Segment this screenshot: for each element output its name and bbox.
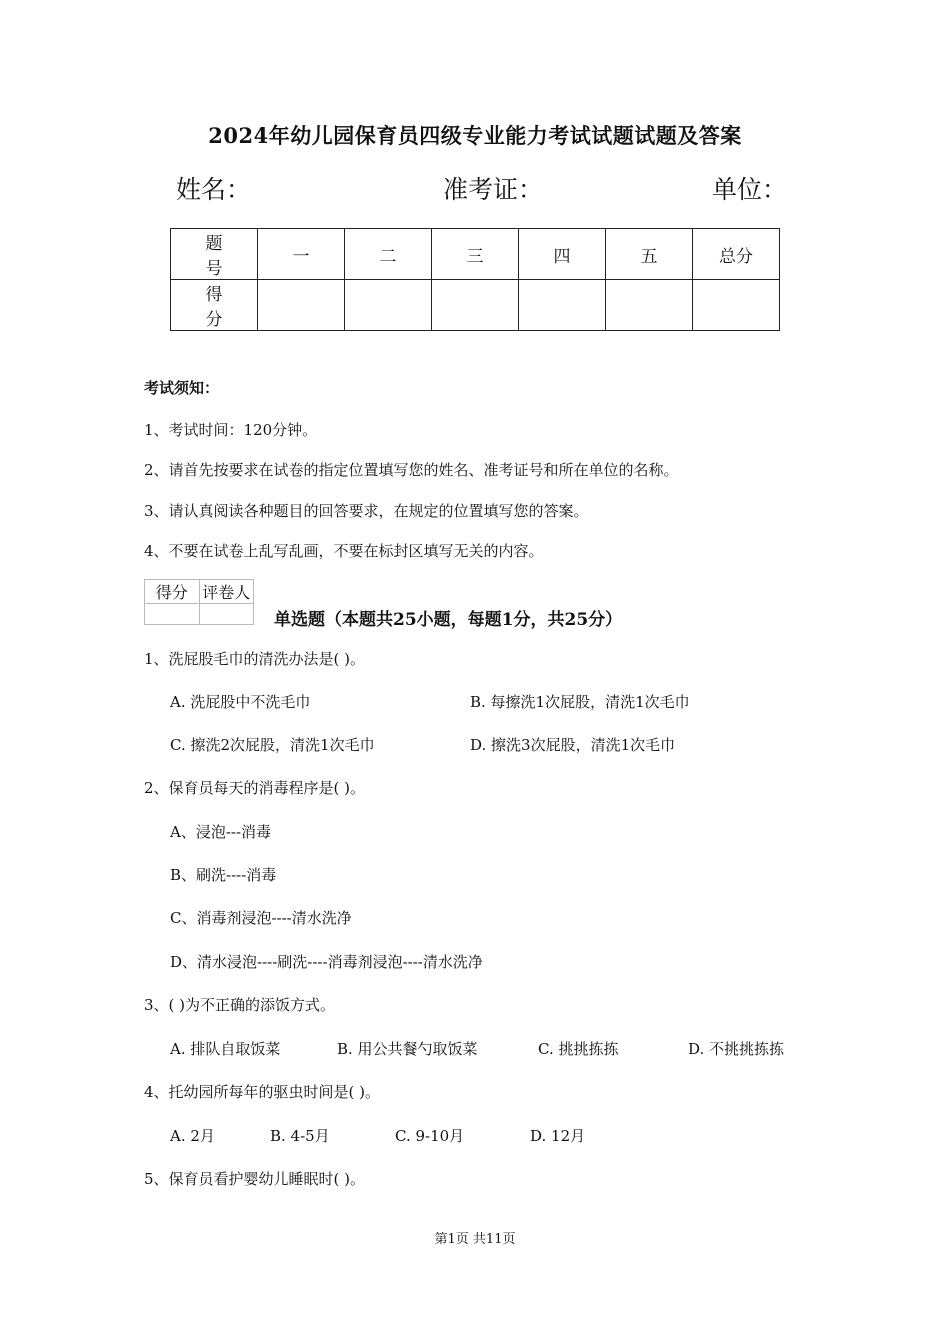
score-table-col-total: 总分 bbox=[693, 229, 780, 280]
question-2-option-d[interactable]: D、清水浸泡----刷洗----消毒剂浸泡----清水洗净 bbox=[170, 953, 483, 971]
grader-box-score-cell[interactable] bbox=[145, 604, 200, 625]
question-1: 1、洗屁股毛巾的清洗办法是( )。 bbox=[144, 650, 366, 668]
score-cell-2[interactable] bbox=[345, 280, 432, 331]
page-footer: 第1页 共11页 bbox=[434, 1232, 516, 1247]
score-table-header-row bbox=[171, 229, 780, 280]
question-2-option-c[interactable]: C、消毒剂浸泡----清水洗净 bbox=[170, 909, 352, 927]
score-cell-1[interactable] bbox=[258, 280, 345, 331]
question-2: 2、保育员每天的消毒程序是( )。 bbox=[144, 779, 366, 797]
score-table-col-3: 三 bbox=[432, 229, 519, 280]
unit-field-label: 单位： bbox=[712, 175, 788, 204]
question-4-option-c[interactable]: C. 9-10月 bbox=[395, 1127, 465, 1145]
question-5: 5、保育员看护婴幼儿睡眠时( )。 bbox=[144, 1170, 366, 1188]
grader-box bbox=[144, 579, 254, 625]
question-4-option-b[interactable]: B. 4-5月 bbox=[270, 1127, 330, 1145]
grader-box-score-label: 得分 bbox=[145, 580, 200, 604]
score-cell-4[interactable] bbox=[519, 280, 606, 331]
notice-item: 4、不要在试卷上乱写乱画，不要在标封区填写无关的内容。 bbox=[144, 542, 544, 560]
exam-number-field-label: 准考证： bbox=[443, 175, 544, 204]
question-3-option-b[interactable]: B. 用公共餐勺取饭菜 bbox=[337, 1040, 478, 1058]
question-1-option-a[interactable]: A. 洗屁股中不洗毛巾 bbox=[170, 693, 311, 711]
question-4: 4、托幼园所每年的驱虫时间是( )。 bbox=[144, 1083, 381, 1101]
notice-item: 3、请认真阅读各种题目的回答要求，在规定的位置填写您的答案。 bbox=[144, 502, 589, 520]
question-2-option-a[interactable]: A、浸泡---消毒 bbox=[170, 823, 272, 841]
score-cell-5[interactable] bbox=[606, 280, 693, 331]
document-title: 2024年幼儿园保育员四级专业能力考试试题试题及答案 bbox=[208, 123, 742, 148]
grader-box-grader-label: 评卷人 bbox=[199, 580, 254, 604]
score-table-header-label: 题 号 bbox=[171, 229, 258, 280]
notice-item: 2、请首先按要求在试卷的指定位置填写您的姓名、准考证号和所在单位的名称。 bbox=[144, 461, 679, 479]
question-3-option-c[interactable]: C. 挑挑拣拣 bbox=[538, 1040, 619, 1058]
score-table bbox=[170, 228, 780, 331]
question-3-option-d[interactable]: D. 不挑挑拣拣 bbox=[688, 1040, 785, 1058]
score-cell-3[interactable] bbox=[432, 280, 519, 331]
score-table-col-5: 五 bbox=[606, 229, 693, 280]
question-4-option-a[interactable]: A. 2月 bbox=[170, 1127, 215, 1145]
question-2-option-b[interactable]: B、刷洗----消毒 bbox=[170, 866, 277, 884]
notice-title: 考试须知： bbox=[144, 379, 220, 397]
score-table-col-1: 一 bbox=[258, 229, 345, 280]
question-3-option-a[interactable]: A. 排队自取饭菜 bbox=[170, 1040, 281, 1058]
score-cell-total[interactable] bbox=[693, 280, 780, 331]
notice-item: 1、考试时间：120分钟。 bbox=[144, 421, 318, 439]
question-1-option-d[interactable]: D. 擦洗3次屁股，清洗1次毛巾 bbox=[470, 736, 676, 754]
question-1-option-c[interactable]: C. 擦洗2次屁股，清洗1次毛巾 bbox=[170, 736, 375, 754]
section-title: 单选题（本题共25小题，每题1分，共25分） bbox=[274, 610, 623, 630]
question-1-option-b[interactable]: B. 每擦洗1次屁股，清洗1次毛巾 bbox=[470, 693, 690, 711]
question-4-option-d[interactable]: D. 12月 bbox=[530, 1127, 586, 1145]
score-table-col-2: 二 bbox=[345, 229, 432, 280]
score-table-score-label: 得 分 bbox=[171, 280, 258, 331]
score-table-col-4: 四 bbox=[519, 229, 606, 280]
score-table-score-row bbox=[171, 280, 780, 331]
grader-box-grader-cell[interactable] bbox=[199, 604, 254, 625]
name-field-label: 姓名： bbox=[176, 175, 252, 204]
question-3: 3、( )为不正确的添饭方式。 bbox=[144, 996, 336, 1014]
